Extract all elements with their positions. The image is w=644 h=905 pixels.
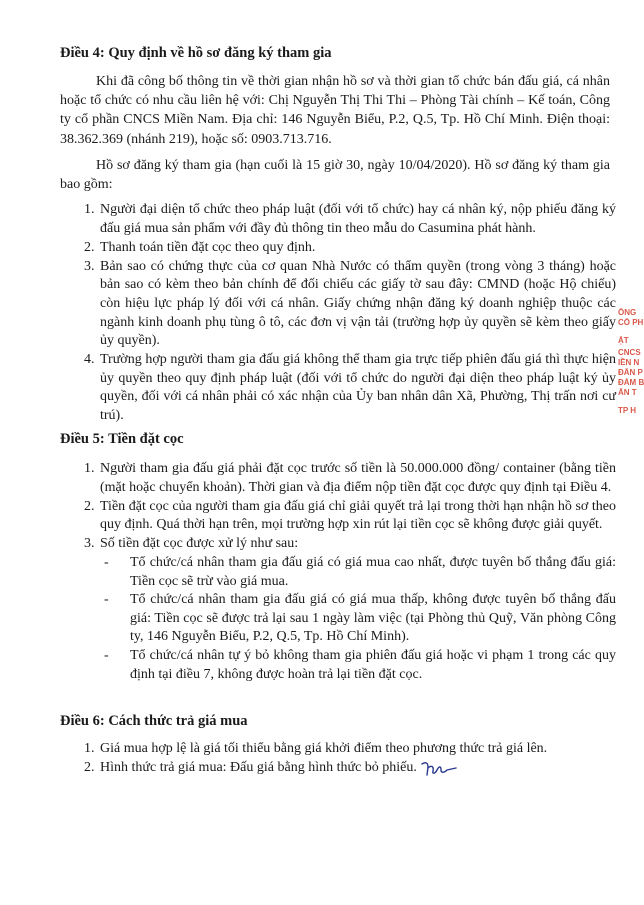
dieu6-list — [60, 740, 616, 778]
list-item: 2. Hình thức trả giá mua: Đấu giá bằng hình thức bỏ phiếu. — [98, 759, 616, 778]
stamp-text: CÔ PH — [618, 318, 644, 327]
dieu5-sublist — [100, 554, 616, 684]
list-item: 1. Giá mua hợp lệ là giá tối thiểu bằng giá khởi điểm theo phương thức trả giá lên. — [98, 740, 616, 759]
list-item: 4. Trường hợp người tham gia đấu giá không thể tham gia trực tiếp phiên đấu giá thì thực hiện ủy quyền theo quy định pháp luật (đối với tổ chức do người đại diện theo pháp luật ký ủy quyền, đối với cá nhân phải có xác nhận của Ủy ban nhân dân Xã, Phường, Thị trấn nơi cư trú). — [98, 351, 616, 425]
stamp-text: CNCS — [618, 348, 641, 357]
dieu4-list — [60, 201, 616, 426]
list-item-text: Số tiền đặt cọc được xử lý như sau: — [100, 536, 299, 552]
dieu4-para1: Khi đã công bố thông tin về thời gian nhận hồ sơ và thời gian tổ chức bán đấu giá, cá nhân hoặc tổ chức có nhu cầu liên hệ với: Chị Nguyễn Thị Thi Thi – Phòng Tài chính – Kế toán, Công ty cổ phần CNCS Miền Nam. Địa chỉ: 146 Nguyễn Biểu, P.2, Q.5, Tp. Hồ Chí Minh. Điện thoại: 38.362.369 (nhánh 219), hoặc số: 0903.713.716. — [60, 74, 610, 147]
dieu6-heading: Điều 6: Cách thức trả giá mua — [60, 713, 248, 729]
sub-list-item: - Tổ chức/cá nhân tự ý bỏ không tham gia phiên đấu giá hoặc vi phạm 1 trong các quy định tại điều 7, không được hoàn trả lại tiền đặt cọc. — [130, 647, 616, 684]
stamp-text: IỀN N — [618, 358, 640, 367]
stamp-text: ẬT — [618, 336, 629, 345]
handwritten-initials — [420, 758, 460, 778]
list-item: 3. Bản sao có chứng thực của cơ quan Nhà Nước có thẩm quyền (trong vòng 3 tháng) hoặc bản sao có kèm theo bản chính để đối chiếu các giấy tờ sau đây: CMND (hoặc Hộ chiếu) còn hiệu lực pháp lý đối với cá nhân. Giấy chứng nhận đăng ký doanh nghiệp thuộc các ngành kinh doanh phụ tùng ô tô, các đơn vị vận tải (trường hợp ủy quyền sẽ kèm theo giấy ủy quyền). — [98, 258, 616, 351]
list-item: 1. Người đại diện tổ chức theo pháp luật (đối với tổ chức) hay cá nhân ký, nộp phiếu đăng ký đấu giá mua sản phẩm với đầy đủ thông tin theo mẫu do Casumina phát hành. — [98, 201, 616, 238]
list-item — [98, 535, 616, 684]
stamp-text: ĐẢM B — [618, 378, 644, 387]
list-item: 2. Tiền đặt cọc của người tham gia đấu giá chỉ giải quyết trả lại trong thời hạn nhận hồ sơ theo quy định. Quá thời hạn trên, mọi trường hợp xin rút lại tiền cọc sẽ không được giải quyết. — [98, 498, 616, 535]
stamp-text: TP H — [618, 406, 637, 415]
dieu4-heading: Điều 4: Quy định về hồ sơ đăng ký tham gia — [60, 45, 332, 61]
stamp-text: ĐÂN P — [618, 368, 643, 377]
dieu4-para2: Hồ sơ đăng ký tham gia (hạn cuối là 15 giờ 30, ngày 10/04/2020). Hồ sơ đăng ký tham gia bao gồm: — [60, 158, 610, 193]
list-item: 1. Người tham gia đấu giá phải đặt cọc trước số tiền là 50.000.000 đồng/ container (bằng tiền (mặt hoặc chuyển khoản). Thời gian và địa điểm nộp tiền đặt cọc được quy định tại Điều 4. — [98, 460, 616, 497]
stamp-text: ẨN T — [618, 388, 637, 397]
list-item: 2. Thanh toán tiền đặt cọc theo quy định. — [98, 239, 616, 258]
sub-list-item: - Tổ chức/cá nhân tham gia đấu giá có giá mua cao nhất, được tuyên bố thắng đấu giá: Tiền cọc sẽ trừ vào giá mua. — [130, 554, 616, 591]
dieu5-heading: Điều 5: Tiền đặt cọc — [60, 431, 184, 447]
dieu5-list — [60, 460, 616, 685]
sub-list-item: - Tổ chức/cá nhân tham gia đấu giá có giá mua thấp, không được tuyên bố thắng đấu giá: Tiền cọc sẽ được trả lại sau 1 ngày làm việc (tại Phòng thủ Quỹ, Văn phòng Công ty, 146 Nguyễn Biểu, P.2, Q.5, Tp. Hồ Chí Minh). — [130, 591, 616, 647]
stamp-text: ÔNG — [618, 308, 637, 317]
